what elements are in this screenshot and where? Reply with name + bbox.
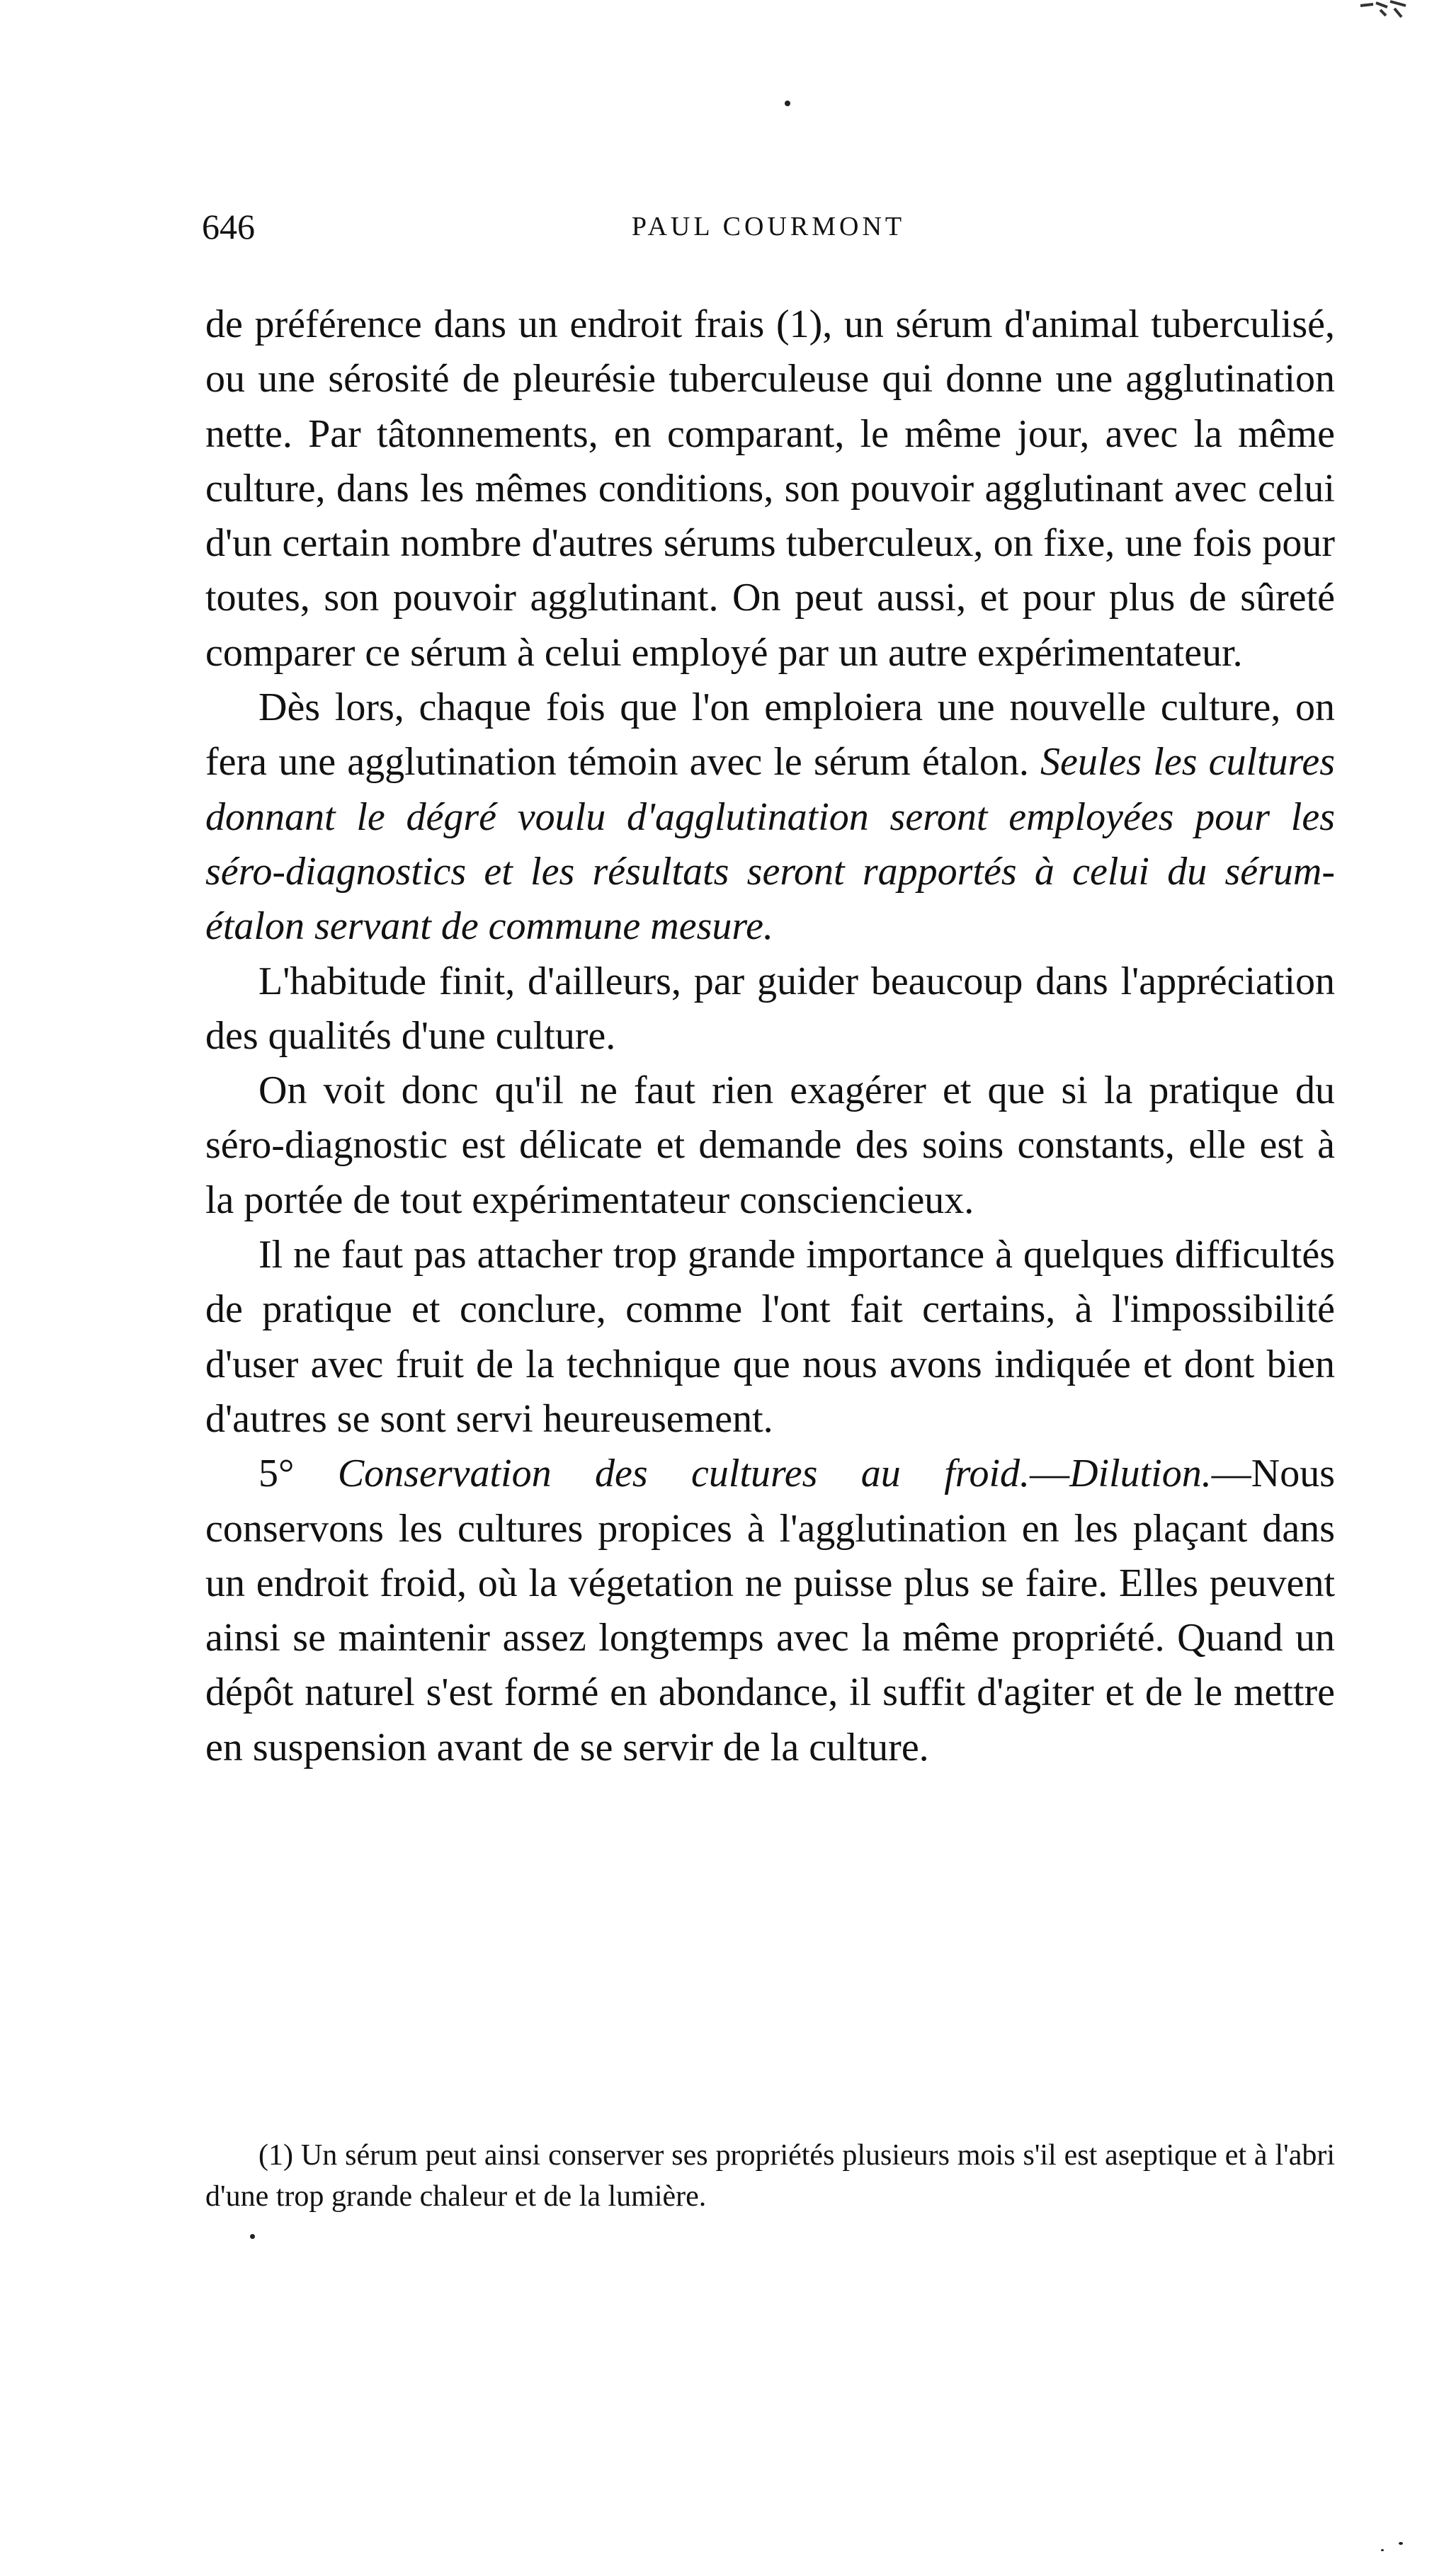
ink-speck bbox=[1381, 2549, 1384, 2551]
ink-speck bbox=[1399, 2542, 1403, 2545]
paragraph bbox=[205, 297, 1335, 680]
footnote: (1) Un sérum peut ainsi conserver ses propriétés plusieurs mois s'il est aseptique et à l'abri d'une trop grande chaleur et de la lumière. bbox=[205, 2139, 1335, 2213]
paragraph-text: de préférence dans un endroit frais (1), un sérum d'animal tuberculisé, ou une sérosité de pleurésie tuberculeuse qui donne une agglutination nette. Par tâtonnements, en comparant, le même jour, avec la même culture, dans les mêmes conditions, son pouvoir agglutinant avec celui d'un certain nombre d'autres sérums tuberculeux, on fixe, une fois pour toutes, son pouvoir agglutinant. On peut aussi, et pour plus de sûreté comparer ce sérum à celui employé par un autre expérimentateur. bbox=[205, 302, 1335, 675]
page-number: 646 bbox=[202, 207, 255, 246]
paragraph-text: Nous conservons les cultures propices à l'agglutination en les plaçant dans un endroit froid, où la végetation ne puisse plus se faire. Elles peuvent ainsi se maintenir assez longtemps avec la même propriété. Quand un dépôt naturel s'est formé en abondance, il suffit d'agiter et de le mettre en suspension avant de se servir de la culture. bbox=[205, 1452, 1335, 1769]
scan-artifact-icon bbox=[1359, 0, 1409, 21]
paragraph-text: On voit donc qu'il ne faut rien exagérer et que si la pratique du séro-diagnostic est délicate et demande des soins constants, elle est à la portée de tout expérimentateur consciencieux. bbox=[205, 1068, 1335, 1222]
paragraph bbox=[205, 1228, 1335, 1447]
ink-speck bbox=[785, 101, 790, 106]
page-header bbox=[202, 202, 1335, 251]
em-dash: — bbox=[1030, 1452, 1070, 1496]
section-heading: Conservation des cultures au froid. bbox=[337, 1452, 1030, 1496]
section-number: 5° bbox=[258, 1452, 338, 1496]
paragraph bbox=[205, 1447, 1335, 1775]
paragraph bbox=[205, 954, 1335, 1064]
paragraph-text: L'habitude finit, d'ailleurs, par guider beaucoup dans l'appréciation des qualités d'une culture. bbox=[205, 959, 1335, 1058]
paragraph bbox=[205, 680, 1335, 954]
section-heading: Dilution. bbox=[1069, 1452, 1212, 1496]
paragraph bbox=[205, 1064, 1335, 1228]
ink-speck bbox=[250, 2234, 255, 2239]
paragraph-text: Il ne faut pas attacher trop grande importance à quelques difficultés de pratique et conclure, comme l'ont fait certains, à l'impossibilité d'user avec fruit de la technique que nous avons indiquée et dont bien d'autres se sont servi heureusement. bbox=[205, 1233, 1335, 1441]
em-dash: — bbox=[1211, 1452, 1251, 1496]
running-head: PAUL COURMONT bbox=[631, 212, 906, 241]
paragraph-text: Dès lors, chaque fois que l'on emploiera une nouvelle culture, on fera une agglutination témoin avec le sérum étalon. bbox=[205, 685, 1335, 785]
italic-text: Seules les cultures donnant le dégré voulu d'agglutination seront employées pour les séro-diagnostics et les résultats seront rapportés à celui du sérum-étalon servant de commune mesure. bbox=[205, 740, 1336, 949]
body-text bbox=[205, 297, 1335, 1775]
